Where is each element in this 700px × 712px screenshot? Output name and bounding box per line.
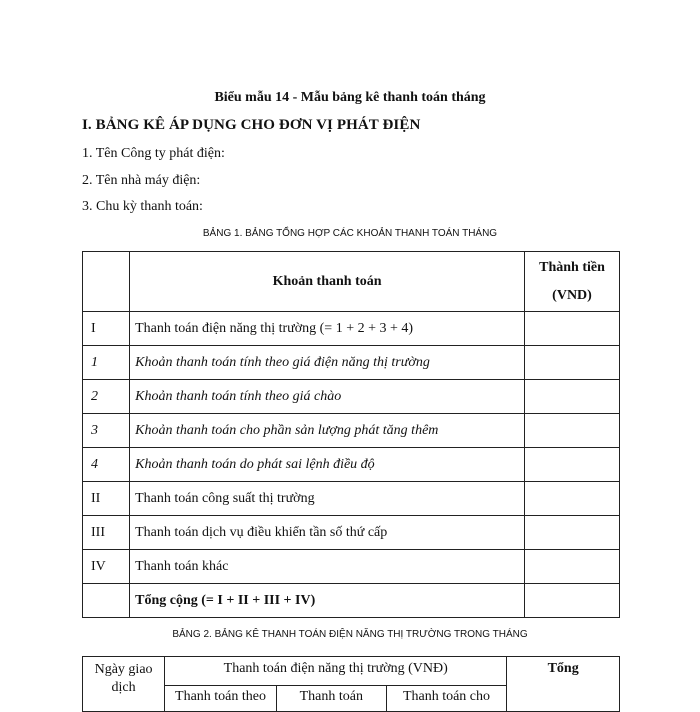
row-no: I: [83, 312, 130, 346]
table2-caption: BẢNG 2. BẢNG KÊ THANH TOÁN ĐIỆN NĂNG THỊ TRƯỜNG TRONG THÁNG: [172, 629, 528, 640]
row-label: Thanh toán khác: [130, 550, 525, 584]
row-amount-cell[interactable]: [525, 380, 620, 414]
table-row: [83, 516, 620, 550]
row-amount-cell[interactable]: [525, 482, 620, 516]
subheader-payment: Thanh toán: [276, 686, 386, 712]
row-no: III: [83, 516, 130, 550]
row-amount-cell[interactable]: [525, 346, 620, 380]
section-title: I. BẢNG KÊ ÁP DỤNG CHO ĐƠN VỊ PHÁT ĐIỆN: [82, 117, 421, 133]
row-amount-cell[interactable]: [525, 448, 620, 482]
row-label: Thanh toán điện năng thị trường (= 1 + 2 + 3 + 4): [130, 312, 525, 346]
row-amount-cell[interactable]: [525, 414, 620, 448]
info-company-name: 1. Tên Công ty phát điện:: [82, 146, 225, 161]
table-header-row: [83, 252, 620, 312]
header-trading-day: [83, 657, 165, 712]
table1-caption: BẢNG 1. BẢNG TỔNG HỢP CÁC KHOẢN THANH TOÁN THÁNG: [202, 228, 498, 239]
row-label: Khoản thanh toán tính theo giá điện năng thị trường: [130, 346, 525, 380]
row-amount-cell[interactable]: [525, 550, 620, 584]
row-label: Thanh toán dịch vụ điều khiển tần số thứ cấp: [130, 516, 525, 550]
row-no: II: [83, 482, 130, 516]
row-amount-cell[interactable]: [525, 516, 620, 550]
header-amount-line1: Thành tiền: [539, 259, 605, 275]
payment-summary-table: [82, 251, 620, 618]
table2-header-row: [83, 657, 620, 686]
row-no: 3: [83, 414, 130, 448]
info-payment-cycle: 3. Chu kỳ thanh toán:: [82, 199, 203, 214]
table-row: [83, 312, 620, 346]
table-row: [83, 380, 620, 414]
row-label: Thanh toán công suất thị trường: [130, 482, 525, 516]
row-amount-cell[interactable]: [525, 312, 620, 346]
info-plant-name: 2. Tên nhà máy điện:: [82, 173, 201, 188]
table-row: [83, 414, 620, 448]
header-amount-line2: (VND): [552, 287, 592, 303]
table-total-row: [83, 584, 620, 618]
header-amount: [525, 252, 620, 312]
row-no: 1: [83, 346, 130, 380]
header-item: Khoản thanh toán: [130, 252, 525, 312]
row-label: Khoản thanh toán tính theo giá chào: [130, 380, 525, 414]
row-label-total: Tổng cộng (= I + II + III + IV): [130, 584, 525, 618]
row-amount-cell[interactable]: [525, 584, 620, 618]
table-row: [83, 550, 620, 584]
header-trading-day-line2: dịch: [111, 680, 136, 695]
table-row: [83, 482, 620, 516]
document-title: Biểu mẫu 14 - Mẫu bảng kê thanh toán tháng: [214, 90, 486, 105]
header-trading-day-line1: Ngày giao: [94, 662, 153, 677]
row-no: 4: [83, 448, 130, 482]
market-energy-payment-table: [82, 656, 620, 712]
row-no: 2: [83, 380, 130, 414]
table-row: [83, 346, 620, 380]
table-row: [83, 448, 620, 482]
row-label: Khoản thanh toán do phát sai lệnh điều độ: [130, 448, 525, 482]
subheader-payment-for: Thanh toán cho: [386, 686, 507, 712]
header-total: Tổng: [507, 657, 620, 712]
header-no-cell: [83, 252, 130, 312]
header-market-payment: Thanh toán điện năng thị trường (VNĐ): [165, 657, 507, 686]
subheader-by-price: Thanh toán theo: [165, 686, 277, 712]
row-no: IV: [83, 550, 130, 584]
row-label: Khoản thanh toán cho phần sản lượng phát tăng thêm: [130, 414, 525, 448]
row-no: [83, 584, 130, 618]
